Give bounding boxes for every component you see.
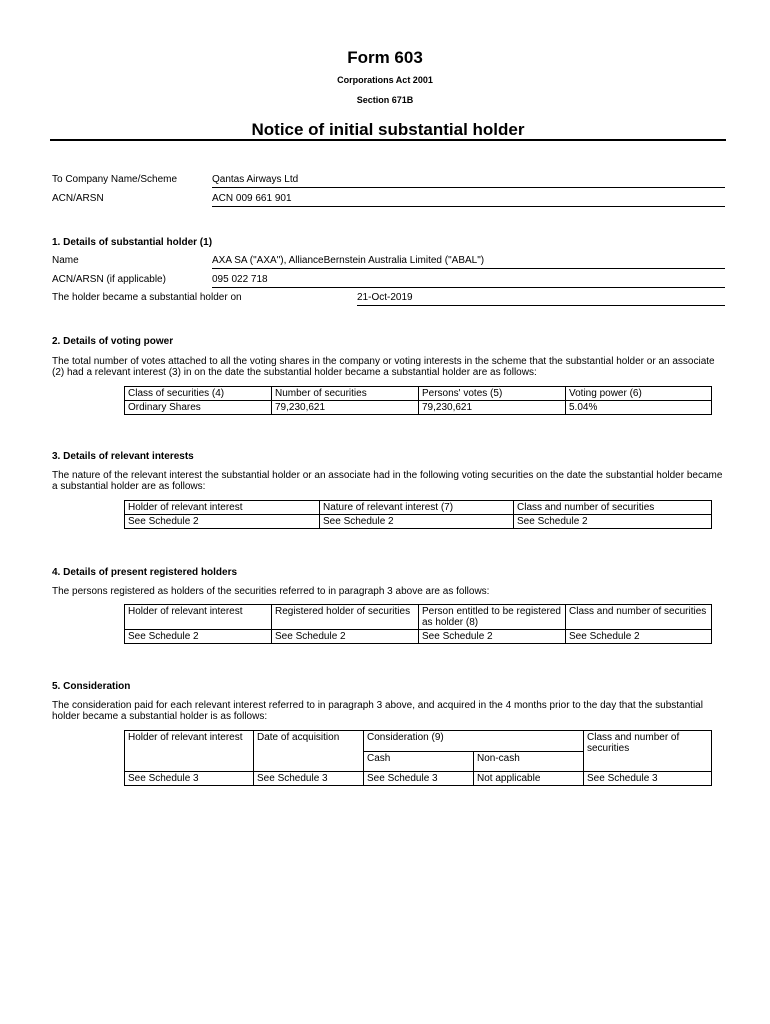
table-cell: See Schedule 3 xyxy=(254,772,364,786)
table-header-cell: Registered holder of securities xyxy=(272,605,419,630)
holder-name-value: AXA SA ("AXA"), AllianceBernstein Australia Limited ("ABAL") xyxy=(212,255,725,269)
table-header-row xyxy=(125,605,712,630)
section2-text: The total number of votes attached to all the voting shares in the company or voting interests in the scheme that the substantial holder or an associate (2) had a relevant interest (3) in on the date the substantial holder became a substantial holder are as follows: xyxy=(52,356,715,378)
table-header-cell: Date of acquisition xyxy=(254,731,364,772)
table-cell: See Schedule 3 xyxy=(364,772,474,786)
table-subheader-cell: Cash xyxy=(364,751,474,772)
table-header-cell: Holder of relevant interest xyxy=(125,605,272,630)
table-cell: Ordinary Shares xyxy=(125,401,272,415)
holder-acn-label: ACN/ARSN (if applicable) xyxy=(52,274,166,285)
table-row xyxy=(125,515,712,529)
form-title: Form 603 xyxy=(347,48,423,67)
holder-date-label: The holder became a substantial holder on xyxy=(52,292,242,303)
table-subheader-cell: Non-cash xyxy=(474,751,584,772)
table-row xyxy=(125,401,712,415)
holder-name-label: Name xyxy=(52,255,79,266)
table-cell: See Schedule 2 xyxy=(566,630,712,644)
table-header-cell: Persons' votes (5) xyxy=(419,387,566,401)
table-row xyxy=(125,772,712,786)
table-cell: 5.04% xyxy=(566,401,712,415)
title-rule xyxy=(50,139,726,141)
table-header-row xyxy=(125,731,712,752)
section5-heading: 5. Consideration xyxy=(52,681,131,692)
holder-acn-value: 095 022 718 xyxy=(212,274,725,288)
table-cell: See Schedule 2 xyxy=(514,515,712,529)
table-cell: See Schedule 2 xyxy=(419,630,566,644)
table-cell: See Schedule 2 xyxy=(272,630,419,644)
section4-text: The persons registered as holders of the securities referred to in paragraph 3 above are as follows: xyxy=(52,586,490,597)
section2-heading: 2. Details of voting power xyxy=(52,336,174,347)
company-acn-value: ACN 009 661 901 xyxy=(212,193,725,207)
table-row xyxy=(125,630,712,644)
table-header-cell: Voting power (6) xyxy=(566,387,712,401)
table-header-row xyxy=(125,501,712,515)
table-header-cell: Consideration (9) xyxy=(364,731,584,752)
table-header-cell: Class of securities (4) xyxy=(125,387,272,401)
holder-date-value: 21-Oct-2019 xyxy=(357,292,725,306)
section1-heading: 1. Details of substantial holder (1) xyxy=(52,237,213,248)
company-acn-label: ACN/ARSN xyxy=(52,193,104,204)
table-header-cell: Class and number of securities xyxy=(584,731,712,772)
section4-heading: 4. Details of present registered holders xyxy=(52,567,238,578)
company-name-value: Qantas Airways Ltd xyxy=(212,174,725,188)
table-cell: 79,230,621 xyxy=(419,401,566,415)
relevant-interests-table xyxy=(124,500,712,529)
registered-holders-table xyxy=(124,604,712,644)
table-cell: See Schedule 2 xyxy=(320,515,514,529)
table-cell: See Schedule 3 xyxy=(584,772,712,786)
table-header-cell: Class and number of securities xyxy=(566,605,712,630)
table-cell: Not applicable xyxy=(474,772,584,786)
table-header-row xyxy=(125,387,712,401)
section-subtitle: Section 671B xyxy=(356,95,414,105)
notice-title: Notice of initial substantial holder xyxy=(251,120,525,139)
company-name-label: To Company Name/Scheme xyxy=(52,174,178,185)
table-header-cell: Holder of relevant interest xyxy=(125,731,254,772)
table-header-cell: Class and number of securities xyxy=(514,501,712,515)
voting-power-table xyxy=(124,386,712,415)
table-cell: See Schedule 2 xyxy=(125,515,320,529)
table-header-cell: Nature of relevant interest (7) xyxy=(320,501,514,515)
table-header-cell: Number of securities xyxy=(272,387,419,401)
table-header-cell: Person entitled to be registered as holder (8) xyxy=(419,605,566,630)
consideration-table xyxy=(124,730,712,786)
section5-text: The consideration paid for each relevant interest referred to in paragraph 3 above, and acquired in the 4 months prior to the day that the substantial holder became a substantial holder is as follows: xyxy=(52,700,703,722)
act-subtitle: Corporations Act 2001 xyxy=(337,75,433,85)
table-header-cell: Holder of relevant interest xyxy=(125,501,320,515)
table-cell: See Schedule 3 xyxy=(125,772,254,786)
section3-text: The nature of the relevant interest the substantial holder or an associate had in the following voting securities on the date the substantial holder became a substantial holder are as follows: xyxy=(52,470,723,492)
section3-heading: 3. Details of relevant interests xyxy=(52,451,194,462)
table-cell: See Schedule 2 xyxy=(125,630,272,644)
table-cell: 79,230,621 xyxy=(272,401,419,415)
